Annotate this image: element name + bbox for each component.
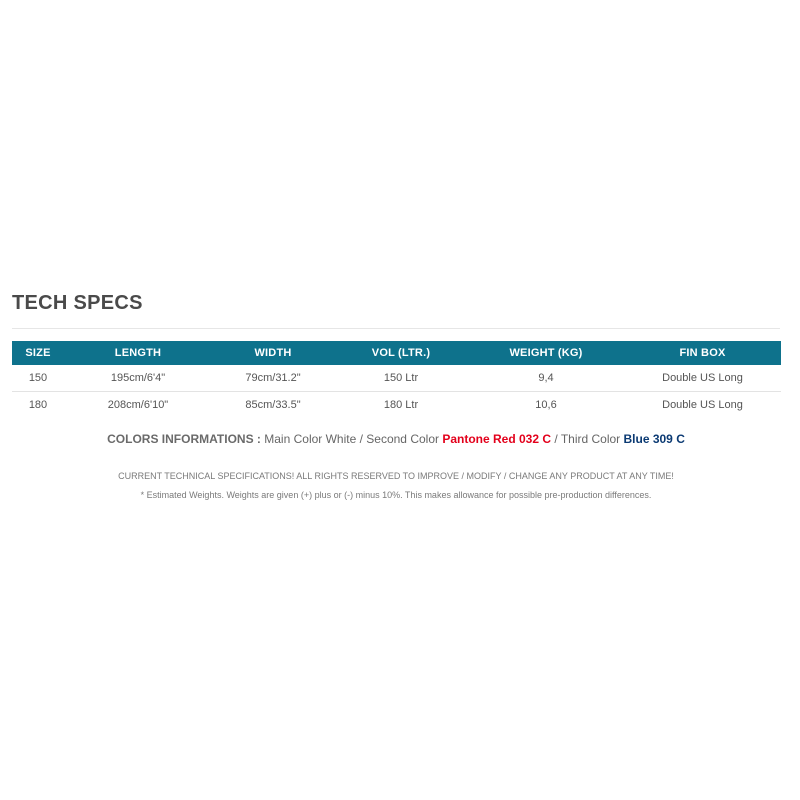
tech-specs-table bbox=[12, 341, 781, 418]
second-color-value: Pantone Red 032 C bbox=[442, 432, 552, 446]
header-weight: WEIGHT (KG) bbox=[468, 341, 624, 365]
cell-fin-box: Double US Long bbox=[624, 365, 781, 392]
cell-size: 150 bbox=[12, 365, 64, 392]
cell-width: 79cm/31.2" bbox=[212, 365, 334, 392]
header-fin-box: FIN BOX bbox=[624, 341, 781, 365]
section-title: TECH SPECS bbox=[12, 292, 143, 314]
header-volume: VOL (LTR.) bbox=[334, 341, 468, 365]
cell-volume: 180 Ltr bbox=[383, 399, 419, 411]
cell-weight: 9,4 bbox=[468, 365, 624, 392]
title-divider bbox=[12, 328, 780, 329]
third-color-value: Blue 309 C bbox=[623, 432, 685, 446]
colors-main-text: Main Color White / Second Color bbox=[260, 432, 443, 446]
header-size: SIZE bbox=[12, 341, 64, 365]
header-length: LENGTH bbox=[64, 341, 212, 365]
cell-width: 85cm/33.5" bbox=[245, 399, 301, 411]
cell-length: 195cm/6'4" bbox=[64, 365, 212, 392]
cell-weight: 10,6 bbox=[535, 399, 557, 411]
cell-volume: 150 Ltr bbox=[334, 365, 468, 392]
header-width: WIDTH bbox=[212, 341, 334, 365]
cell-size: 180 bbox=[28, 399, 48, 411]
table-row bbox=[12, 392, 781, 419]
colors-label: COLORS INFORMATIONS : bbox=[107, 432, 261, 446]
table-header-row bbox=[12, 341, 781, 365]
cell-length: 208cm/6'10" bbox=[107, 399, 169, 411]
colors-third-prefix: / Third Color bbox=[551, 432, 624, 446]
specs-notice: CURRENT TECHNICAL SPECIFICATIONS! ALL RIGHTS RESERVED TO IMPROVE / MODIFY / CHANGE ANY PRODUCT AT ANY TIME! bbox=[118, 471, 674, 481]
table-row bbox=[12, 365, 781, 392]
cell-fin-box: Double US Long bbox=[662, 399, 743, 411]
colors-information bbox=[0, 432, 792, 446]
weights-footnote: * Estimated Weights. Weights are given (+) plus or (-) minus 10%. This makes allowance for possible pre-production differences. bbox=[140, 490, 652, 500]
